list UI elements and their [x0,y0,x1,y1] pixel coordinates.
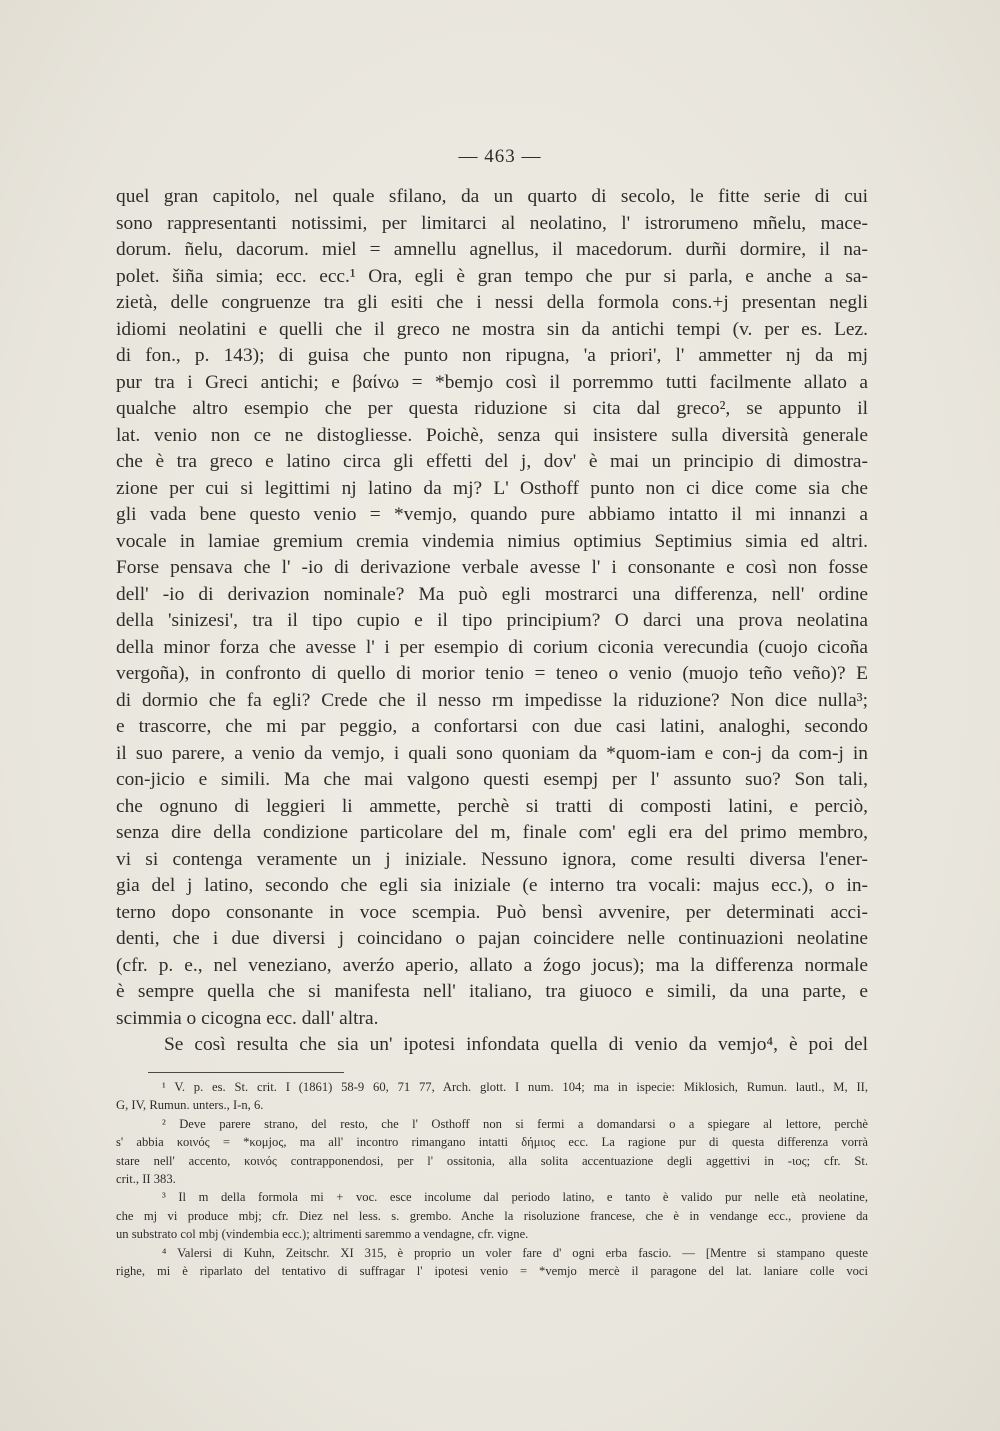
text-line: e trascorre, che mi par peggio, a confortarsi con due casi latini, analoghi, secondo [116,716,868,737]
text-line: scimmia o cicogna ecc. dall' altra. [116,1007,379,1029]
text-line: lat. venio non ce ne distogliesse. Poichè, senza qui insistere sulla diversità generale [116,424,868,446]
text-line: pur tra i Greci antichi; e βαίνω = *bemjo così il porremmo tutti facilmente allato a [116,371,868,393]
text-line: con-jicio e simili. Ma che mai valgono questi esempj per l' assunto suo? Son tali, [116,769,868,790]
text-line: denti, che i due diversi j coincidano o pajan coincidere nelle continuazioni neolatine [116,928,868,949]
text-line: vocale in lamiae gremium cremia vindemia nimius optimius Septimius simia ed altri. [116,530,868,552]
page-number: — 463 — [458,146,542,167]
text-line: (cfr. p. e., nel veneziano, averźo aperio, allato a źogo jocus); ma la differenza normale [116,954,868,976]
footnote-divider [148,1072,344,1073]
text-line: zione per cui si legittimi nj latino da mj? L' Osthoff punto non ci dice come sia che [116,477,868,499]
text-line: senza dire della condizione particolare del m, finale com' egli era del primo membro, [116,822,868,843]
text-line: gli vada bene questo venio = *vemjo, quando pure abbiamo intatto il mi innanzi a [116,504,868,525]
text-line: di dormio che fa egli? Crede che il nesso rm impedisse la riduzione? Non dice nulla³; [116,689,868,711]
text-line: che ognuno di leggieri li ammette, perchè si tratti di composti latini, e perciò, [116,795,868,817]
text-line: qualche altro esempio che per questa riduzione si cita dal greco², se appunto il [116,398,868,419]
footnote-line: righe, mi è riparlato del tentativo di suffragar l' ipotesi venio = *vemjo mercè il paragone del lat. laniare colle voci [116,1263,868,1278]
text-line: il suo parere, a venio da vemjo, i quali sono quoniam da *quom-iam e con-j da com-j in [116,742,868,764]
text-line: della 'sinizesi', tra il tipo cupio e il tipo principium? O darci una prova neolatina [116,610,868,631]
footnote-line: ¹ V. p. es. St. crit. I (1861) 58-9 60, 71 77, Arch. glott. I num. 104; ma in ispecie: Miklosich, Rumun. lautl., M, II, [162,1080,868,1094]
text-line: terno dopo consonante in voce scempia. Può bensì avvenire, per determinati acci- [116,901,868,923]
footnotes [116,1078,868,1280]
footnote-line: ² Deve parere strano, del resto, che l' Osthoff non si fermi a domandarsi o a spiegare al lettore, perchè [162,1116,868,1131]
text-line: polet. šiña simia; ecc. ecc.¹ Ora, egli è gran tempo che pur si parla, e anche a sa- [116,265,868,287]
text-line: Se così resulta che sia un' ipotesi infondata quella di venio da vemjo⁴, è poi del [164,1034,868,1055]
footnote-line: crit., II 383. [116,1171,176,1186]
footnote-line: s' abbia κοινός = *κομjος, ma all' incontro rimangano intatti δήμιος ecc. La ragione pur di questa differenza vorrà [116,1135,868,1150]
footnote-line: G, IV, Rumun. unters., I-n, 6. [116,1098,264,1113]
footnote-line: ³ Il m della formola mi + voc. esce incolume dal periodo latino, e tanto è valido pur nelle età neolatine, [162,1190,868,1205]
text-line: quel gran capitolo, nel quale sfilano, da un quarto di secolo, le fitte serie di cui [116,186,868,207]
text-line: dorum. ñelu, dacorum. miel = amnellu agnellus, il macedorum. durñi dormire, il na- [116,239,868,260]
footnote-line: ⁴ Valersi di Kuhn, Zeitschr. XI 315, è proprio un voler fare d' ogni erba fascio. — [Mentre si stampano queste [162,1245,868,1260]
text-line: sono rappresentanti notissimi, per limitarci al neolatino, l' istrorumeno mñelu, mace- [116,212,868,234]
text-line: dell' -io di derivazion nominale? Ma può egli mostrarci una differenza, nell' ordine [116,583,868,605]
text-line: vergoña), in confronto di quello di morior tenio = teneo o venio (muojo teño veño)? E [116,663,868,684]
text-line: zietà, delle congruenze tra gli esiti che i nessi della formola cons.+j presentan negli [116,292,868,313]
footnote-line: stare nell' accento, κοινός contrapponendosi, per l' ossitonia, alla solita accentuazione degli aggettivi in -ιος; cfr. St. [116,1153,868,1168]
text-line: idiomi neolatini e quelli che il greco ne mostra sin da antichi tempi (v. per es. Lez. [116,318,868,340]
main-text [116,184,868,1059]
text-line: è sempre quella che si manifesta nell' italiano, tra giuoco e simili, da una parte, e [116,981,868,1002]
text-line: Forse pensava che l' -io di derivazione verbale avesse l' i consonante e così non fosse [116,557,868,578]
text-line: della minor forza che avesse l' i per esempio di corium ciconia verecundia (cuojo cicoña [116,636,868,658]
text-line: che è tra greco e latino circa gli effetti del j, dov' è mai un principio di dimostra- [116,451,868,472]
text-line: gia del j latino, secondo che egli sia iniziale (e interno tra vocali: majus ecc.), o in- [116,875,868,896]
footnote-line: che mj vi produce mbj; cfr. Diez nel less. s. grembo. Anche la risoluzione francese, che è in vendange ecc., proviene da [116,1208,868,1223]
footnote-line: un substrato col mbj (vindembia ecc.); altrimenti saremmo a vendagne, cfr. vigne. [116,1227,529,1242]
text-line: vi si contenga veramente un j iniziale. Nessuno ignora, come resulti diversa l'ener- [116,848,868,870]
text-line: di fon., p. 143); di guisa che punto non ripugna, 'a priori', l' ammetter nj da mj [116,345,868,366]
